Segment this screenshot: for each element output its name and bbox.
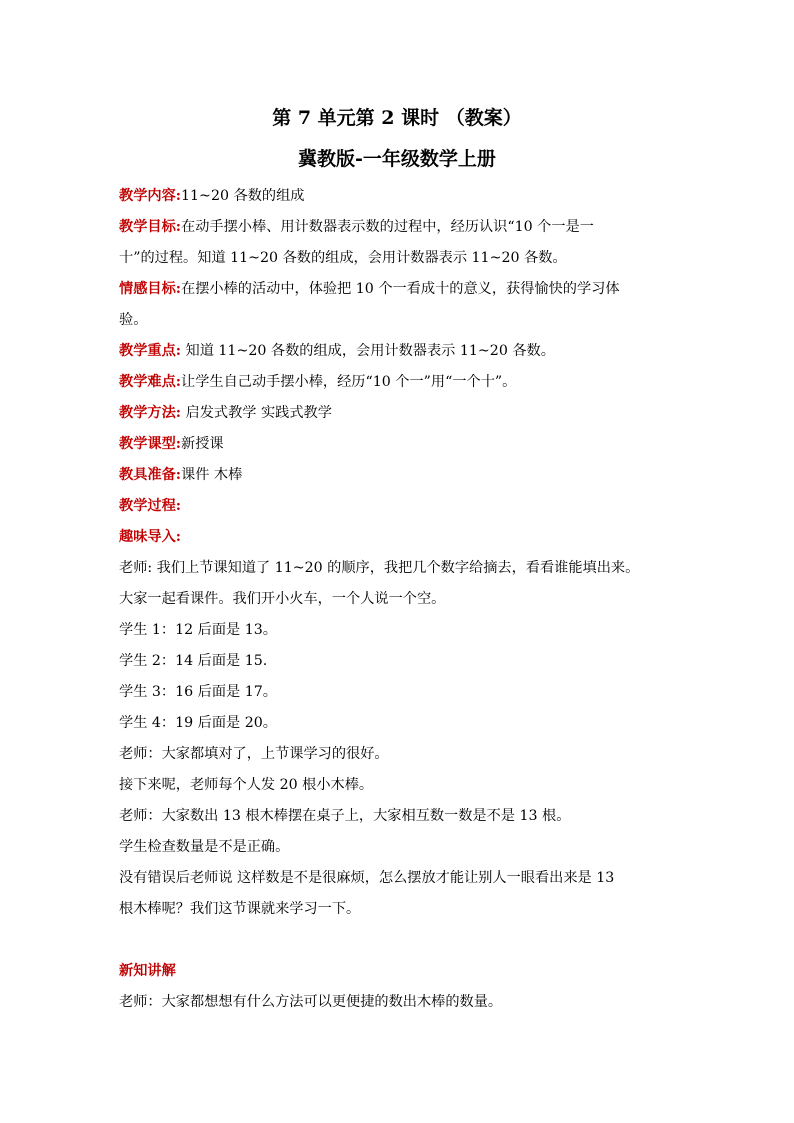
difficulty-value: 让学生自己动手摆小棒，经历“10 个一”用“一个十”。 <box>181 374 517 390</box>
lesson-type-value: 新授课 <box>181 436 224 452</box>
difficulty-line <box>119 367 679 398</box>
goal-value-1: 在动手摆小棒、用计数器表示数的过程中，经历认识“10 个一是一 <box>181 219 594 235</box>
new-knowledge-label: 新知讲解 <box>119 963 176 979</box>
dialogue-line: 老师: 我们上节课知道了 11~20 的顺序，我把几个数字给摘去，看看谁能填出来。 <box>119 560 640 576</box>
tools-label: 教具准备: <box>119 467 181 483</box>
emotion-value-2: 验。 <box>119 312 148 328</box>
goal-line-1 <box>119 212 679 243</box>
lesson-type-line <box>119 429 679 460</box>
intro-label: 趣味导入: <box>119 529 181 545</box>
document-body <box>119 181 679 1018</box>
content-value: 11~20 各数的组成 <box>181 188 305 204</box>
dialogue-line: 根木棒呢？我们这节课就来学习一下。 <box>119 901 361 917</box>
tools-line <box>119 460 679 491</box>
document-subtitle: 冀教版-一年级数学上册 <box>298 148 496 170</box>
process-line <box>119 491 679 522</box>
key-point-label: 教学重点: <box>119 343 181 359</box>
key-point-line <box>119 336 679 367</box>
dialogue-line: 学生 2：14 后面是 15. <box>119 653 268 669</box>
method-value: 启发式教学 实践式教学 <box>181 405 332 421</box>
document-title: 第 7 单元第 2 课时 （教案） <box>272 107 522 129</box>
dialogue-line: 学生 3：16 后面是 17。 <box>119 684 277 700</box>
tools-value: 课件 木棒 <box>181 467 243 483</box>
method-line <box>119 398 679 429</box>
emotion-line-1 <box>119 274 679 305</box>
method-label: 教学方法: <box>119 405 181 421</box>
goal-line-2 <box>119 243 679 274</box>
blank-line <box>119 925 679 956</box>
difficulty-label: 教学难点: <box>119 374 181 390</box>
new-knowledge-heading-line <box>119 956 679 987</box>
dialogue-line: 老师：大家都填对了，上节课学习的很好。 <box>119 746 389 762</box>
emotion-line-2 <box>119 305 679 336</box>
dialogue-line: 大家一起看课件。我们开小火车，一个人说一个空。 <box>119 591 446 607</box>
emotion-label: 情感目标: <box>119 281 181 297</box>
dialogue-line: 学生 1：12 后面是 13。 <box>119 622 277 638</box>
dialogue-line: 接下来呢，老师每个人发 20 根小木棒。 <box>119 777 374 793</box>
goal-value-2: 十”的过程。知道 11~20 各数的组成，会用计数器表示 11~20 各数。 <box>119 250 567 266</box>
goal-label: 教学目标: <box>119 219 181 235</box>
new-knowledge-line: 老师：大家都想想有什么方法可以更便捷的数出木棒的数量。 <box>119 994 503 1010</box>
key-point-value: 知道 11~20 各数的组成，会用计数器表示 11~20 各数。 <box>181 343 555 359</box>
content-line <box>119 181 679 212</box>
dialogue-line: 学生 4：19 后面是 20。 <box>119 715 277 731</box>
dialogue-line: 老师：大家数出 13 根木棒摆在桌子上，大家相互数一数是不是 13 根。 <box>119 808 571 824</box>
intro-line <box>119 522 679 553</box>
process-label: 教学过程: <box>119 498 181 514</box>
content-label: 教学内容: <box>119 188 181 204</box>
dialogue-line: 没有错误后老师说 这样数是不是很麻烦，怎么摆放才能让别人一眼看出来是 13 <box>119 870 615 886</box>
dialogue-line: 学生检查数量是不是正确。 <box>119 839 290 855</box>
emotion-value-1: 在摆小棒的活动中，体验把 10 个一看成十的意义，获得愉快的学习体 <box>181 281 620 297</box>
lesson-type-label: 教学课型: <box>119 436 181 452</box>
